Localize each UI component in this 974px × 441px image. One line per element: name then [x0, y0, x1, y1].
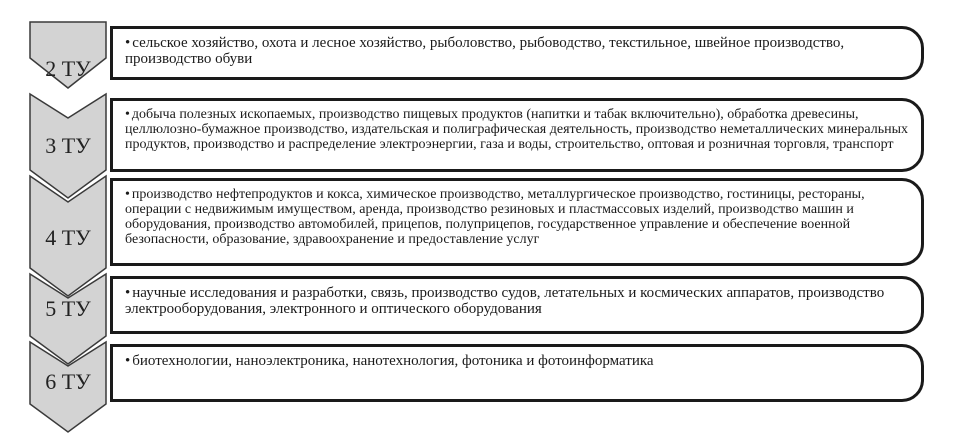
stage-label: 2 ТУ: [45, 56, 91, 81]
stage-label: 6 ТУ: [45, 369, 91, 394]
stage-4-description-box: [110, 178, 924, 266]
stage-5-description-box: [110, 276, 924, 334]
stage-label: 4 ТУ: [45, 225, 91, 250]
stage-label: 5 ТУ: [45, 296, 91, 321]
stage-4-description: • производство нефтепродуктов и кокса, химическое производство, металлургическое производство, гостиницы, рестораны, операции с недвижимым имуществом, аренда, производство резиновых и пластмассовых изделий, производство машин и оборудования, производство автомобилей, прицепов, полуприцепов, государственное управление и обеспечение военной безопасности, образование, здравоохранение и предоставление услуг: [125, 187, 865, 247]
stage-2-description-box: [110, 26, 924, 80]
stage-2-description: • сельское хозяйство, охота и лесное хозяйство, рыболовство, рыбоводство, текстильное, швейное производство, производство обуви: [125, 35, 844, 67]
stage-6-description: • биотехнологии, наноэлектроника, нанотехнология, фотоника и фотоинформатика: [125, 353, 654, 369]
stage-5-description: • научные исследования и разработки, связь, производство судов, летательных и космических аппаратов, производство электрооборудования, электронного и оптического оборудования: [125, 285, 884, 317]
stage-6-description-box: [110, 344, 924, 402]
stage-3-description: • добыча полезных ископаемых, производство пищевых продуктов (напитки и табак включительно), обработка древесины, целлюлозно-бумажное производство, издательская и полиграфическая деятельность, производство неметаллических минеральных продуктов, производство и распределение электроэнергии, газа и воды, строительство, оптовая и розничная торговля, транспорт: [125, 107, 908, 152]
stage-3-description-box: [110, 98, 924, 172]
stage-3-chevron: [30, 94, 106, 198]
stage-2-chevron: [30, 22, 106, 88]
stage-label: 3 ТУ: [45, 133, 91, 158]
